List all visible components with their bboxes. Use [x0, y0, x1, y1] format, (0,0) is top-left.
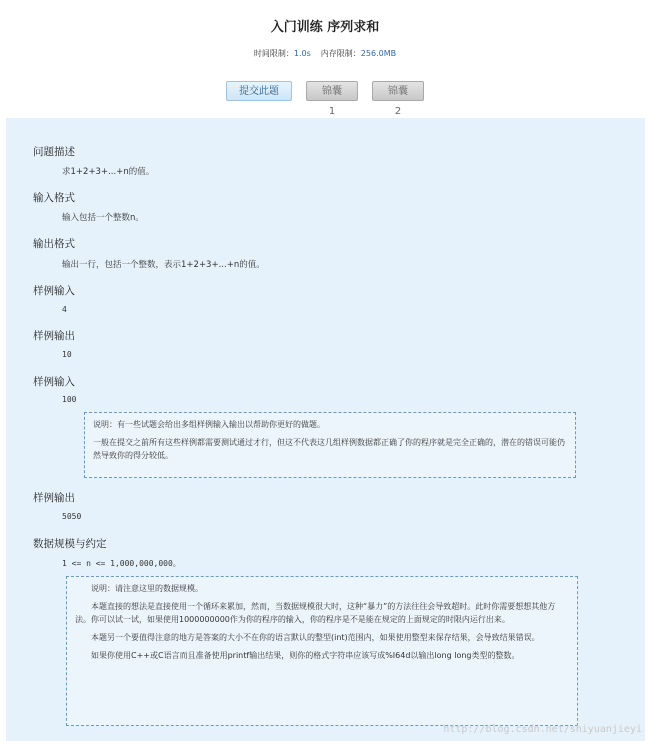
constraints-note-p4: 如果你使用C++或C语言而且准备使用printf输出结果，则你的格式字符串应该写成%I64d以输出long long类型的整数。 [91, 651, 520, 660]
sample-output-1-heading: 样例输出 [33, 330, 75, 342]
constraints-note-p1: 说明：请注意这里的数据规模。 [91, 584, 203, 593]
sample-output-2-body: 5050 [62, 512, 82, 521]
description-body: 求1+2+3+...+n的值。 [62, 167, 155, 177]
output-format-body: 输出一行，包括一个整数，表示1+2+3+...+n的值。 [62, 260, 265, 270]
sample-output-2-heading: 样例输出 [33, 492, 75, 504]
sample-note-line1: 说明：有一些试题会给出多组样例输入输出以帮助你更好的做题。 [93, 420, 325, 429]
constraints-heading: 数据规模与约定 [33, 538, 107, 550]
input-format-heading: 输入格式 [33, 192, 75, 204]
sample-output-1-body: 10 [62, 350, 72, 359]
limits-bar [0, 48, 650, 59]
submit-button[interactable]: 提交此题 [226, 81, 292, 101]
watermark-url: http://blog.csdn.net/shiyuanjieyi [443, 724, 642, 735]
description-heading: 问题描述 [33, 146, 75, 158]
sample-input-2-heading: 样例输入 [33, 376, 75, 388]
output-format-heading: 输出格式 [33, 238, 75, 250]
memory-limit-value: 256.0MB [360, 49, 397, 58]
time-limit-label: 时间限制： [253, 49, 294, 58]
lock2-button[interactable]: 锦囊2 [372, 81, 424, 101]
time-limit-value: 1.0s [293, 49, 311, 58]
constraints-note-p3: 本题另一个要值得注意的地方是答案的大小不在你的语言默认的整型(int)范围内，如果使用整型来保存结果，会导致结果错误。 [91, 633, 540, 642]
sample-note-line2: 一般在提交之前所有这些样例都需要测试通过才行，但这不代表这几组样例数据都正确了你的程序就是完全正确的，潜在的错误可能仍然导致你的得分较低。 [93, 438, 565, 460]
sample-input-1-body: 4 [62, 305, 67, 314]
sample-input-2-body: 100 [62, 395, 77, 404]
constraints-note-p2: 本题直接的想法是直接使用一个循环来累加，然而，当数据规模很大时，这种“暴力”的方法往往会导致超时。此时你需要想想其他方法。你可以试一试，如果使用1000000000作为你的程序的输入，你的程序是不是能在规定的上面规定的时限内运行出来。 [75, 602, 556, 624]
page-title: 入门训练 序列求和 [270, 20, 380, 35]
problem-panel [6, 118, 645, 741]
sample-input-1-heading: 样例输入 [33, 285, 75, 297]
action-buttons [0, 81, 650, 117]
problem-header [0, 0, 650, 118]
input-format-body: 输入包括一个整数n。 [62, 213, 144, 223]
sample-note-box [84, 412, 576, 478]
constraints-body: 1 <= n <= 1,000,000,000。 [62, 559, 181, 568]
memory-limit-label: 内存限制： [320, 49, 361, 58]
lock1-button[interactable]: 锦囊1 [306, 81, 358, 101]
constraints-note-box [66, 576, 578, 726]
